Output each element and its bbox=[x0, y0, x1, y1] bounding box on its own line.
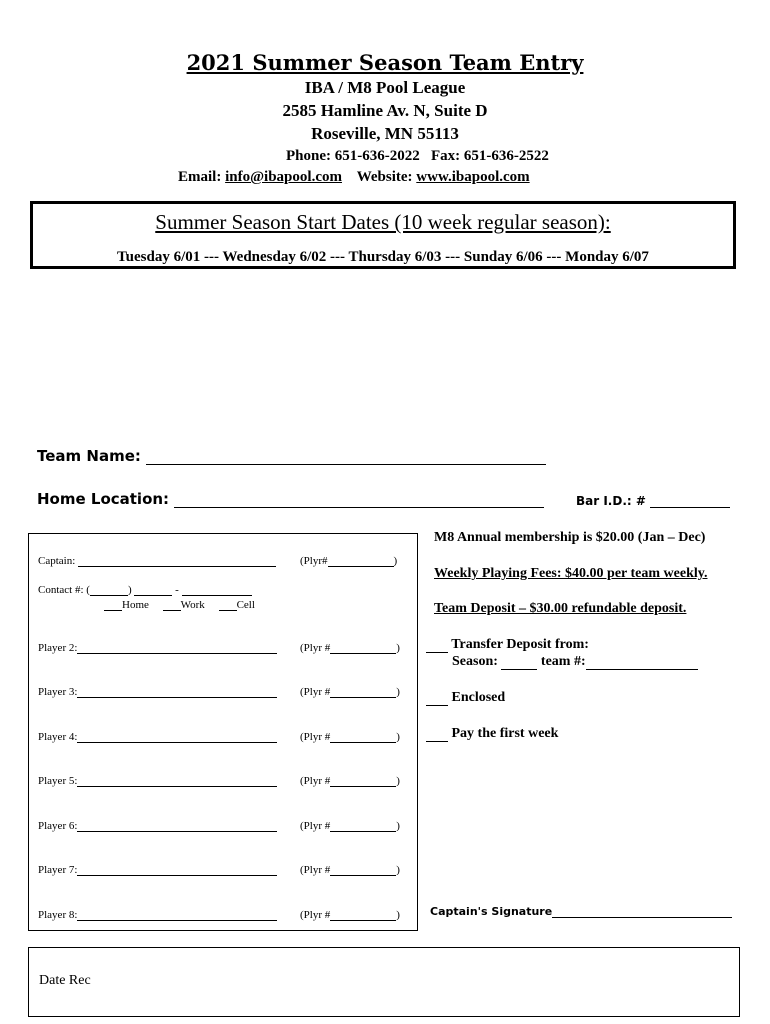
home-location-line[interactable] bbox=[174, 507, 544, 508]
cell-check-line[interactable] bbox=[219, 610, 237, 611]
plyr-label: (Plyr # bbox=[300, 775, 331, 787]
start-dates-title: Summer Season Start Dates (10 week regular season): bbox=[155, 210, 611, 234]
player-plyr-number[interactable] bbox=[300, 731, 400, 743]
bar-id-line[interactable] bbox=[650, 507, 730, 508]
player-plyr-number[interactable] bbox=[300, 775, 400, 787]
plyr-label: (Plyr# bbox=[300, 555, 328, 567]
pay-first-check-line[interactable] bbox=[426, 741, 448, 742]
player-label: Player 2: bbox=[38, 642, 78, 654]
work-check-line[interactable] bbox=[163, 610, 181, 611]
pay-first-label: Pay the first week bbox=[451, 726, 559, 741]
plyr-close: ) bbox=[396, 864, 400, 876]
bar-id-field[interactable] bbox=[576, 494, 730, 508]
enclosed-check-line[interactable] bbox=[426, 705, 448, 706]
weekly-fee: Weekly Playing Fees: $40.00 per team weekly. bbox=[434, 566, 708, 581]
address-line-2: Roseville, MN 55113 bbox=[311, 124, 459, 143]
plyr-label: (Plyr # bbox=[300, 864, 331, 876]
plyr-line[interactable] bbox=[330, 786, 396, 787]
home-check-line[interactable] bbox=[104, 610, 122, 611]
player-plyr-number[interactable] bbox=[300, 820, 400, 832]
player-row[interactable] bbox=[38, 731, 277, 743]
player-row[interactable] bbox=[38, 864, 277, 876]
captain-line[interactable] bbox=[78, 566, 276, 567]
plyr-label: (Plyr # bbox=[300, 686, 331, 698]
player-name-line[interactable] bbox=[77, 653, 277, 654]
enclosed-label: Enclosed bbox=[451, 690, 506, 705]
player-label: Player 7: bbox=[38, 864, 78, 876]
number-line[interactable] bbox=[182, 595, 252, 596]
player-plyr-number[interactable] bbox=[300, 909, 400, 921]
home-location-label: Home Location: bbox=[37, 490, 170, 508]
plyr-close: ) bbox=[396, 642, 400, 654]
email-link[interactable]: info@ibapool.com bbox=[225, 169, 342, 185]
plyr-close: ) bbox=[396, 909, 400, 921]
player-name-line[interactable] bbox=[77, 920, 277, 921]
season-label: Season: bbox=[452, 654, 498, 669]
area-code-line[interactable] bbox=[90, 595, 128, 596]
website-label: Website: bbox=[356, 169, 413, 185]
prefix-line[interactable] bbox=[134, 595, 172, 596]
transfer-label: Transfer Deposit from: bbox=[451, 637, 589, 652]
player-label: Player 5: bbox=[38, 775, 78, 787]
player-plyr-number[interactable] bbox=[300, 864, 400, 876]
player-plyr-number[interactable] bbox=[300, 686, 400, 698]
website-link[interactable]: www.ibapool.com bbox=[416, 169, 530, 185]
player-label: Player 3: bbox=[38, 686, 78, 698]
plyr-close: ) bbox=[396, 775, 400, 787]
home-location-field[interactable] bbox=[37, 490, 544, 508]
contact-type-row bbox=[104, 599, 255, 611]
captain-row[interactable] bbox=[38, 555, 276, 567]
season-line[interactable] bbox=[501, 669, 537, 670]
plyr-label: (Plyr # bbox=[300, 909, 331, 921]
cell-option: Cell bbox=[236, 599, 255, 611]
contact-paren: ) bbox=[127, 584, 132, 596]
plyr-close: ) bbox=[396, 731, 400, 743]
plyr-line[interactable] bbox=[330, 653, 396, 654]
contact-row[interactable] bbox=[38, 584, 252, 596]
start-dates-box bbox=[30, 201, 736, 269]
plyr-label: (Plyr # bbox=[300, 642, 331, 654]
team-name-line[interactable] bbox=[146, 464, 546, 465]
address-line-1: 2585 Hamline Av. N, Suite D bbox=[282, 101, 488, 120]
player-plyr-number[interactable] bbox=[300, 642, 400, 654]
plyr-line[interactable] bbox=[330, 920, 396, 921]
email-website-line bbox=[178, 169, 530, 186]
date-received-label: Date Rec bbox=[39, 973, 91, 988]
captain-plyr-number[interactable] bbox=[300, 555, 397, 567]
plyr-label: (Plyr # bbox=[300, 731, 331, 743]
team-name-label: Team Name: bbox=[37, 447, 141, 465]
plyr-label: (Plyr # bbox=[300, 820, 331, 832]
membership-fee: M8 Annual membership is $20.00 (Jan – Dec) bbox=[434, 530, 706, 545]
player-row[interactable] bbox=[38, 686, 277, 698]
start-dates-list: Tuesday 6/01 --- Wednesday 6/02 --- Thursday 6/03 --- Sunday 6/06 --- Monday 6/07 bbox=[117, 249, 649, 265]
plyr-close: ) bbox=[396, 820, 400, 832]
bar-id-label: Bar I.D.: # bbox=[576, 494, 646, 508]
phone-fax-line: Phone: 651-636-2022 Fax: 651-636-2522 bbox=[286, 148, 549, 164]
player-name-line[interactable] bbox=[77, 786, 277, 787]
player-label: Player 6: bbox=[38, 820, 78, 832]
page-title: 2021 Summer Season Team Entry bbox=[186, 50, 584, 75]
plyr-close: ) bbox=[396, 686, 400, 698]
player-row[interactable] bbox=[38, 775, 277, 787]
league-name: IBA / M8 Pool League bbox=[304, 78, 466, 97]
captain-signature-line[interactable] bbox=[552, 917, 732, 918]
plyr-line[interactable] bbox=[330, 697, 396, 698]
team-deposit: Team Deposit – $30.00 refundable deposit. bbox=[434, 601, 687, 616]
team-number-label: team #: bbox=[540, 654, 586, 669]
contact-dash: - bbox=[175, 584, 179, 596]
player-label: Player 8: bbox=[38, 909, 78, 921]
home-option: Home bbox=[122, 599, 149, 611]
team-name-field[interactable] bbox=[37, 447, 546, 465]
date-received-box bbox=[28, 947, 740, 1017]
plyr-line[interactable] bbox=[328, 566, 394, 567]
player-row[interactable] bbox=[38, 909, 277, 921]
email-label: Email: bbox=[178, 169, 222, 185]
enclosed-option[interactable] bbox=[426, 690, 505, 706]
plyr-line[interactable] bbox=[330, 831, 396, 832]
transfer-check-line[interactable] bbox=[426, 652, 448, 653]
player-row[interactable] bbox=[38, 820, 277, 832]
transfer-deposit-option[interactable] bbox=[426, 637, 589, 653]
pay-first-week-option[interactable] bbox=[426, 726, 558, 742]
player-name-line[interactable] bbox=[77, 742, 277, 743]
captain-signature-label: Captain's Signature bbox=[430, 905, 553, 918]
player-name-line[interactable] bbox=[77, 697, 277, 698]
plyr-close: ) bbox=[393, 555, 398, 567]
player-row[interactable] bbox=[38, 642, 277, 654]
transfer-details[interactable] bbox=[452, 654, 698, 670]
team-number-line[interactable] bbox=[586, 669, 698, 670]
captain-signature-field[interactable] bbox=[430, 905, 732, 918]
captain-label: Captain: bbox=[38, 555, 76, 567]
contact-label: Contact #: ( bbox=[38, 584, 90, 596]
player-name-line[interactable] bbox=[77, 831, 277, 832]
work-option: Work bbox=[180, 599, 205, 611]
plyr-line[interactable] bbox=[330, 742, 396, 743]
plyr-line[interactable] bbox=[330, 875, 396, 876]
player-label: Player 4: bbox=[38, 731, 78, 743]
player-name-line[interactable] bbox=[77, 875, 277, 876]
